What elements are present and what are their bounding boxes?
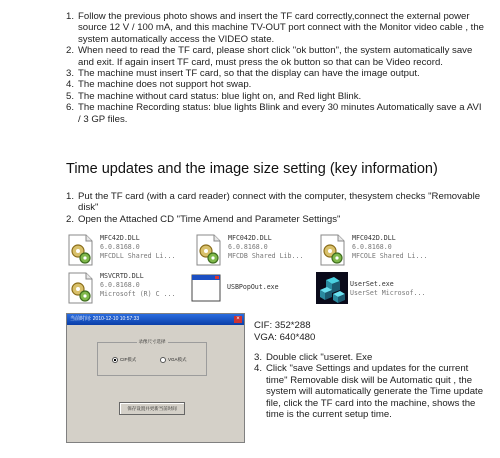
time-update-steps: [66, 191, 486, 225]
dll-gear-icon: [194, 234, 226, 266]
final-steps: [254, 352, 489, 420]
dialog-titlebar: 当前时间: 2010-12-10 10:57:33 ×: [67, 314, 244, 325]
save-and-update-button[interactable]: 保存设置并更新当前时间: [119, 402, 185, 415]
radio-selected-icon: [112, 357, 118, 363]
dll-gear-icon: [66, 234, 98, 266]
vga-resolution: VGA: 640*480: [254, 332, 316, 343]
cif-resolution: CIF: 352*288: [254, 320, 311, 331]
list-item: 4. Click "save Settings and updates for the current time" Removable disk will be Automatic quit , the system will automatically generate the Time update file, click the TF card into the machine, shows the time is the current setup time.: [254, 363, 484, 421]
section-heading: Time updates and the image size setting (key information): [66, 161, 438, 177]
close-icon[interactable]: ×: [234, 316, 242, 323]
radio-vga[interactable]: VGA模式: [160, 357, 187, 363]
list-item: 1. Follow the previous photo shows and insert the TF card correctly,connect the external power source 12 V / 100 mA, and this machine TV-OUT port connect with the Monitor video cable , the system automatically access the VIDEO state.: [66, 11, 484, 45]
radio-cif[interactable]: CIF模式: [112, 357, 136, 363]
list-item: 5. The machine without card status: blue light on, and Red light Blink.: [66, 90, 362, 102]
radio-empty-icon: [160, 357, 166, 363]
list-item: 3. The machine must insert TF card, so that the display can have the image output.: [66, 68, 420, 80]
list-item: 2. Open the Attached CD "Time Amend and Parameter Settings": [66, 213, 341, 225]
list-item: 4. The machine does not support hot swap.: [66, 79, 252, 91]
resolution-info: [254, 320, 315, 344]
dll-gear-icon: [66, 272, 98, 304]
cube-app-icon: [316, 272, 348, 304]
list-item: 1. Put the TF card (with a card reader) connect with the computer, thesystem checks "Removable disk": [66, 191, 481, 214]
window-icon: [190, 272, 222, 304]
list-item: 3. Double click "useret. Exe: [254, 352, 373, 363]
dll-gear-icon: [318, 234, 350, 266]
list-item: 2. When need to read the TF card, please short click "ok button", the system automatically save and exit. If again insert TF card, must press the ok button so that can be Video record.: [66, 45, 473, 68]
settings-dialog: [66, 313, 245, 443]
record-size-group: 录像尺寸选择 CIF模式 VGA模式: [97, 342, 207, 376]
list-item: 6. The machine Recording status: blue lights Blink and every 30 minutes Automatically save a AVI / 3 GP files.: [66, 102, 482, 125]
instructions-list: [66, 11, 486, 125]
